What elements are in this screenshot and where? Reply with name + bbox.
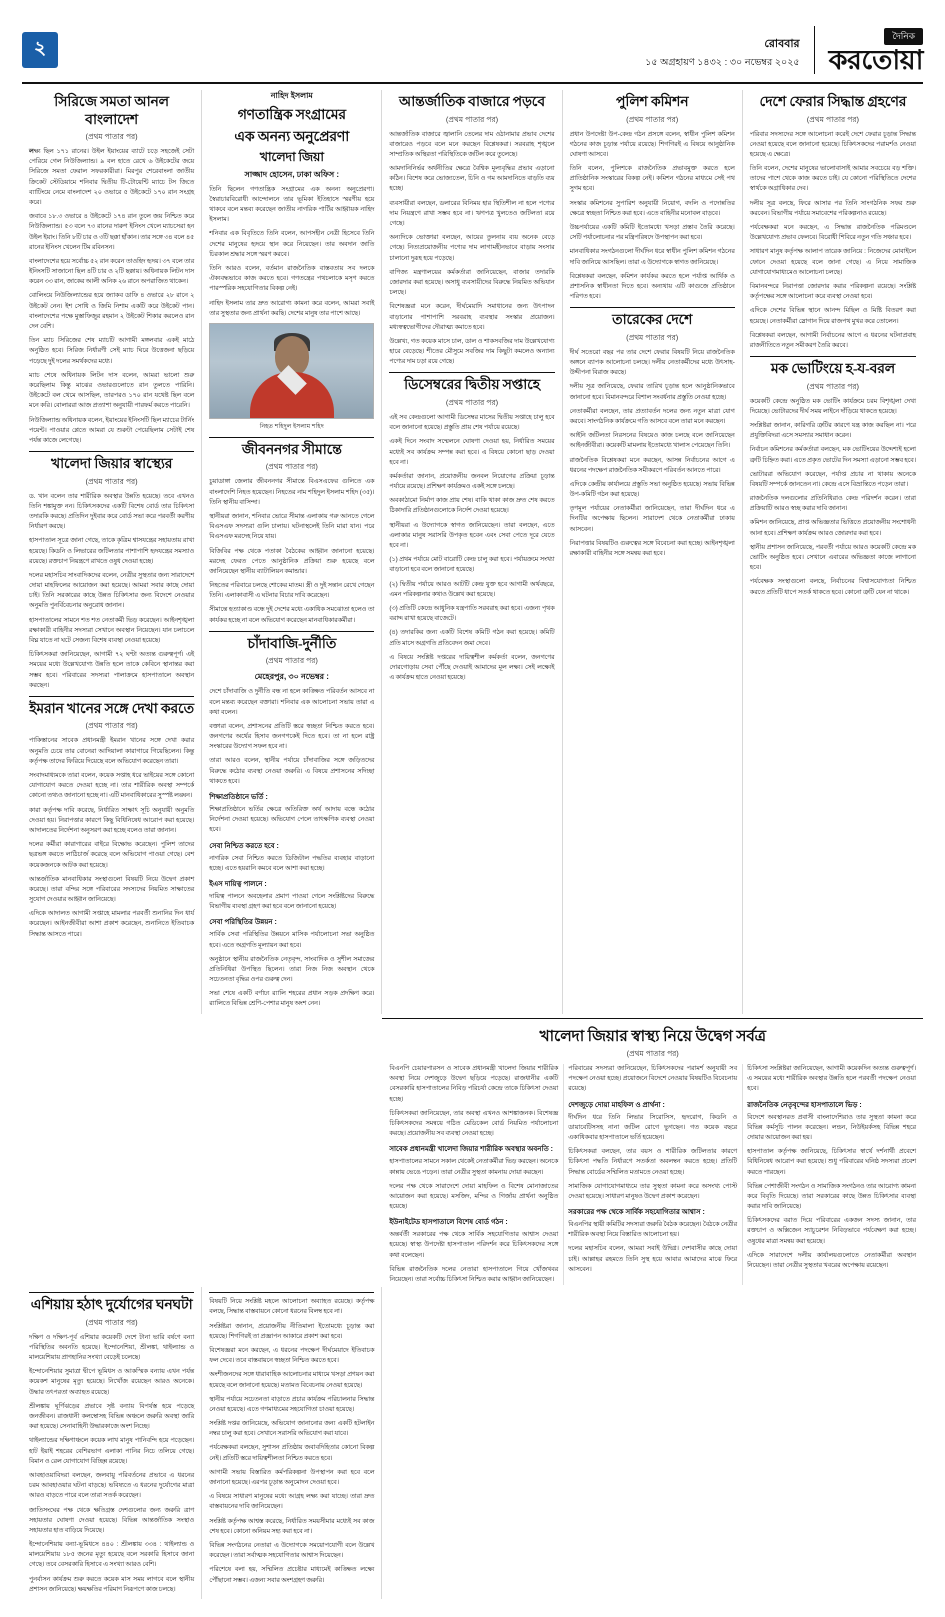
article-paragraph: সংবাদমাধ্যমকে তারা বলেন, কয়েক সপ্তাহ ধরে ভাইয়ের সঙ্গে কোনো যোগাযোগ করতে দেওয়া হচ্ছে না। তার শারীরিক অবস্থা সম্পর্কে কোনো তথ্যও জানানো হচ্ছে না। এটি মানবাধিকারের সুস্পষ্ট লঙ্ঘন। [29,772,195,800]
bottom-spread [22,1018,923,1286]
article-paragraph: স্থানীয়রা জানান, শনিবার ভোরে সীমান্ত এলাকায় গরু আনতে গেলে বিএসএফ সদস্যরা গুলি চালায়। ঘটনাস্থলেই তিনি মারা যান। পরে বিএসএফ মরদেহ নিয়ে যায়। [209,512,375,541]
asia-disaster-spread [22,1287,923,1599]
article-paragraph: তিনি আরও বলেন, বর্তমান রাজনৈতিক বাস্তবতায় সব দলকে ঐক্যবদ্ধভাবে কাজ করতে হবে। গণতন্ত্রের পথচলাকে মসৃণ করতে পারস্পরিক সহযোগিতার বিকল্প নেই। [209,264,375,293]
column-5 [743,90,923,1014]
article-paragraph: পরিশেষে বলা হয়, সম্মিলিত প্রচেষ্টার মাধ্যমেই কাঙ্ক্ষিত লক্ষ্যে পৌঁছানো সম্ভব। এজন্য সবার অংশগ্রহণ জরুরি। [209,1566,375,1584]
article-paragraph: দলীয় সূত্র বলছে, ফিরে আসার পর তিনি সাংগঠনিক সফর শুরু করবেন। বিভাগীয় পর্যায়ে সমাবেশের পরিকল্পনাও রয়েছে। [749,199,916,217]
section-divider [389,372,554,373]
article-paragraph: পরিবারের সদস্যরা জানিয়েছেন, চিকিৎসকদের পরামর্শ অনুযায়ী সব পদক্ষেপ নেওয়া হচ্ছে। প্রয়োজনে বিদেশে নেওয়ার বিষয়টিও বিবেচনায় রয়েছে। [568,1065,738,1093]
article-paragraph: বিজিবির পক্ষ থেকে পতাকা বৈঠকের আহ্বান জানানো হয়েছে। মরদেহ ফেরত পেতে আনুষ্ঠানিক প্রক্রিয়া শুরু হয়েছে বলে জানিয়েছেন স্থানীয় ব্যাটালিয়ন কমান্ডার। [209,547,375,575]
headline-khaleda-zia: খালেদা জিয়া [259,150,324,164]
article-subhead: সেবা পরিস্থিতির উন্নয়ন : [209,919,277,927]
article-paragraph: অবকাঠামো নির্মাণ কাজ প্রায় শেষ। বাকি থাকা কাজ দ্রুত শেষ করতে ঠিকাদারি প্রতিষ্ঠানগুলোকে নির্দেশ দেওয়া হয়েছে। [389,497,555,515]
article-paragraph: পর্যবেক্ষক সংস্থাগুলো বলছে, নির্বাচনের বিশ্বাসযোগ্যতা নিশ্চিত করতে প্রতিটি ধাপে সতর্ক থাকতে হবে। কোনো ত্রুটি যেন না থাকে। [749,578,916,596]
article-paragraph: সার্বিক সেবা পরিস্থিতির উন্নয়নে মাসিক পর্যালোচনা সভা অনুষ্ঠিত হবে। এতে অগ্রগতি মূল্যায়ন করা হবে। [209,931,375,949]
dateline [645,36,799,74]
article-paragraph: দীর্ঘ সতেরো বছর পর তার দেশে ফেরার বিষয়টি নিয়ে রাজনৈতিক অঙ্গনে ব্যাপক আলোচনা চলছে। দলীয় নেতাকর্মীদের মধ্যে উৎসাহ-উদ্দীপনা বিরাজ করছে। [569,348,735,377]
photo-caption: নিহত শহিদুল ইসলাম শহিদ [259,422,324,430]
continued-note: (প্রথম পাতার পর) [265,656,318,666]
article-paragraph: বিভিন্ন পেশাজীবী সংগঠন ও সামাজিক সংগঠনও তার আরোগ্য কামনা করে বিবৃতি দিয়েছে। তারা সরকারের কাছে উন্নত চিকিৎসার ব্যবস্থা করার দাবি জানিয়েছে। [747,1182,916,1211]
article-paragraph: একই দিনে সংবাদ সম্মেলনে ঘোষণা দেওয়া হয়, নির্ধারিত সময়ের মধ্যেই সব কার্যক্রম সম্পন্ন করা হবে। এ বিষয়ে কোনো ছাড় দেওয়া হবে না। [389,438,555,466]
bottom-feature-article [382,1018,923,1286]
article-paragraph: দলের পক্ষ থেকে সারাদেশে দোয়া মাহফিল ও বিশেষ মোনাজাতের আয়োজন করা হয়েছে। মসজিদ, মন্দির ও গির্জায় প্রার্থনা অনুষ্ঠিত হয়েছে। [389,1182,559,1211]
continued-note: (প্রথম পাতার পর) [85,476,138,486]
article-paragraph: বাংলাদেশের হয়ে সর্বোচ্চ ৫২ রান করেন তাওহিদ হৃদয়। ৩৭ বলে তার ইনিংসটি সাজানো ছিল ৪টি চার ও ২টি ছক্কায়। অধিনায়ক লিটন দাস করেন ৩৩ রান, জাকের আলী অনিক ২৬ রানে অপরাজিত থাকেন। [29,257,195,286]
article-paragraph: কমিশন জানিয়েছে, প্রাপ্ত অভিজ্ঞতার ভিত্তিতে প্রয়োজনীয় সংশোধনী আনা হবে। প্রশিক্ষণ কার্যক্রম আরও জোরদার করা হবে। [749,519,916,537]
photo-block [209,323,374,432]
article-paragraph: স্থানীয় পর্যায়ে সচেতনতা বাড়াতে প্রচার কার্যক্রম পরিচালনার সিদ্ধান্ত নেওয়া হয়েছে। এতে গণমাধ্যমের সহযোগিতা চাওয়া হয়েছে। [209,1395,375,1413]
article-paragraph: দলীয় সূত্র জানিয়েছে, ফেরার তারিখ চূড়ান্ত হলে আনুষ্ঠানিকভাবে জানানো হবে। বিমানবন্দরে বিশাল সংবর্ধনার প্রস্তুতি নেওয়া হচ্ছে। [569,383,735,401]
headline-international-market: আন্তর্জাতিক বাজারে পড়বে [399,95,545,110]
continued-note: (প্রথম পাতার পর) [85,721,138,731]
headline-khaleda-concern: খালেদা জিয়ার স্বাস্থ্য নিয়ে উদ্বেগ সর্বত্র [539,1027,766,1045]
column-2 [202,90,382,1014]
article-paragraph: অন্তর্বর্তী সরকারের পক্ষ থেকে সার্বিক সহযোগিতার আশ্বাস দেওয়া হয়েছে। স্বাস্থ্য উপদেষ্টা হাসপাতাল পরিদর্শন করে চিকিৎসকদের সঙ্গে কথা বলেছেন। [389,1231,559,1259]
article-paragraph: ইন্দোনেশিয়ার সুমাত্রা দ্বীপে ভূমিধস ও আকস্মিক বন্যায় এখন পর্যন্ত কয়েকশ মানুষের মৃত্যু হয়েছে। নিখোঁজ রয়েছেন আরও অনেকে। উদ্ধার তৎপরতা অব্যাহত রয়েছে। [29,1368,195,1396]
article-paragraph: উচ্চপর্যায়ের একটি কমিটি ইতোমধ্যে খসড়া প্রস্তাব তৈরি করেছে। সেটি পর্যালোচনার পর মন্ত্রিপরিষদে উপস্থাপন করা হবে। [569,224,735,242]
article-paragraph: ইন্দোনেশিয়ায় বন্যা-ভূমিধসে ৪৪০ : শ্রীলঙ্কায় ৩৩৪ : থাইল্যান্ড ও মালয়েশিয়ায় ১৮৫ জনের মৃত্যু হয়েছে বলে সরকারি হিসাবে জানা গেছে। তবে বেসরকারি হিসাবে এ সংখ্যা আরও বেশি। [29,1541,195,1569]
article-paragraph: হাসপাতালের সামনে সকাল থেকেই নেতাকর্মীরা ভিড় করছেন। অনেকে কান্নায় ভেঙে পড়েন। তারা নেত্রীর সুস্থতা কামনায় দোয়া করছেন। [389,1158,559,1176]
brand-small-label: দৈনিক [884,28,923,45]
article-subhead: ইউনাইটেড হাসপাতালে বিশেষ বোর্ড গঠন : [389,1219,508,1227]
article-paragraph: আগামী সভায় বিস্তারিত কর্মপরিকল্পনা উপস্থাপন করা হবে বলে জানানো হয়েছে। এরপর চূড়ান্ত অনুমোদন দেওয়া হবে। [209,1468,375,1486]
article-paragraph: লক্ষ্য ছিল ১৭১ রানের। উইল ইয়াংয়ের ব্যাটে চড়ে সহজেই সেটা পেরিয়ে গেল নিউজিল্যান্ড। ৯ বল হাতে রেখে ৬ উইকেটের জয়ে সিরিজে সমতা ফেরাল সফরকারীরা। মিরপুর শেরেবাংলা জাতীয় ক্রিকেট স্টেডিয়ামে শনিবার দ্বিতীয় টি-টোয়েন্টি ম্যাচে টস জিতে ব্যাটিংয়ে নেমে বাংলাদেশ ২০ ওভারে ৫ উইকেটে ১৭০ রান সংগ্রহ করে। [29,148,195,206]
article-paragraph: সংশ্লিষ্টরা জানান, প্রয়োজনীয় নীতিমালা ইতোমধ্যে চূড়ান্ত করা হয়েছে। শিগগিরই তা প্রজ্ঞাপন আকারে প্রকাশ করা হবে। [209,1322,375,1340]
article-paragraph: দীর্ঘদিন ধরে তিনি লিভার সিরোসিস, হৃদরোগ, কিডনি ও ডায়াবেটিসসহ নানা জটিল রোগে ভুগছেন। গত কয়েক বছরে একাধিকবার হাসপাতালে ভর্তি হয়েছেন। [568,1113,738,1141]
article-paragraph: চিকিৎসকরা বলছেন, তার বয়স ও শারীরিক জটিলতার কারণে চিকিৎসা পদ্ধতি নির্ধারণে সতর্কতা অবলম্বন করতে হচ্ছে। প্রতিটি সিদ্ধান্ত বোর্ডের সম্মিলিত মতামতে নেওয়া হচ্ছে। [568,1148,738,1176]
article-paragraph: বিদেশে অবস্থানরত প্রবাসী বাংলাদেশিরাও তার সুস্থতা কামনা করে বিভিন্ন কর্মসূচি পালন করেছেন। লন্ডন, নিউইয়র্কসহ বিভিন্ন শহরে দোয়ার আয়োজন করা হয়। [747,1113,916,1141]
section-divider [209,437,374,438]
article-paragraph: পর্যবেক্ষকরা মনে করছেন, এ সিদ্ধান্ত রাজনৈতিক পরিমণ্ডলে উল্লেখযোগ্য প্রভাব ফেলবে। বিরোধী শিবিরে নতুন গতি সঞ্চার হবে। [749,224,916,242]
article-paragraph: পরিবার সদস্যদের সঙ্গে আলোচনা করেই দেশে ফেরার চূড়ান্ত সিদ্ধান্ত নেওয়া হয়েছে বলে জানানো হয়েছে। চিকিৎসকদের পরামর্শও নেওয়া হয়েছে এ ক্ষেত্রে। [749,130,916,158]
article-paragraph: বিএনপি চেয়ারপারসন ও সাবেক প্রধানমন্ত্রী খালেদা জিয়ার শারীরিক অবস্থা নিয়ে দেশজুড়ে উদ্বেগ ছড়িয়ে পড়েছে। রাজধানীর একটি বেসরকারি হাসপাতালের নিবিড় পরিচর্যা কেন্দ্রে তাকে চিকিৎসা দেওয়া হচ্ছে। [389,1065,559,1103]
continued-note: (প্রথম পাতার পর) [445,397,499,407]
bottom-article-columns [389,1064,916,1285]
article-paragraph: ব্যবসায়ীরা বলছেন, ডলারের বিনিময় হার স্থিতিশীল না হলে পণ্যের দাম নিয়ন্ত্রণে রাখা সম্ভব হবে না। ঋণপত্র খুলতেও জটিলতা রয়ে গেছে। [389,199,555,227]
headline-democratic-struggle: গণতান্ত্রিক সংগ্রামের [237,108,346,123]
headline-tarique-return: তারেকের দেশে [612,313,693,329]
article-paragraph: থাইল্যান্ডের দক্ষিণাঞ্চলে কয়েক লাখ মানুষ পানিবন্দি হয়ে পড়েছেন। হাট ইয়াই শহরের বেশিরভাগ এলাকা পানির নিচে তলিয়ে গেছে। বিমান ও রেল যোগাযোগ বিচ্ছিন্ন রয়েছে। [29,1437,195,1465]
article-paragraph: জবাবে ১৮.৩ ওভারে ৪ উইকেটে ১৭৪ রান তুলে জয় নিশ্চিত করে নিউজিল্যান্ড। ৫৩ বলে ৭৩ রানের দারুণ ইনিংস খেলে ম্যাচসেরা হন উইল ইয়াং। তিনি ৮টি চার ও ৩টি ছক্কা হাঁকান। তার সঙ্গে ৩৪ বলে ৪৫ রানের ইনিংস খেলেন টিম রবিনসন। [29,213,195,251]
article-subhead: সাবেক প্রধানমন্ত্রী খালেদা জিয়ার শারীরিক অবস্থার অবনতি : [389,1146,553,1154]
article-paragraph: হাসপাতাল সূত্রে জানা গেছে, তাকে কৃত্রিম শ্বাসযন্ত্রের সহায়তায় রাখা হয়েছে। কিডনি ও লিভারের জটিলতার পাশাপাশি হৃদযন্ত্রের সমস্যাও রয়েছে। রক্তচাপ নিয়ন্ত্রণে রাখতে ওষুধ দেওয়া হচ্ছে। [29,537,195,565]
article-paragraph: স্থানীয়রা এ উদ্যোগকে স্বাগত জানিয়েছেন। তারা বলছেন, এতে এলাকার মানুষ সরাসরি উপকৃত হবেন এবং সেবা পেতে দূরে যেতে হবে না। [389,521,555,549]
headline-asia-disaster: এশিয়ায় হঠাৎ দুর্যোগের ঘনঘটা [30,1298,193,1314]
article-paragraph: বিএনপির স্থায়ী কমিটির সদস্যরা জরুরি বৈঠক করেছেন। বৈঠকে নেত্রীর শারীরিক অবস্থা নিয়ে বিস্তারিত আলোচনা হয়। [568,1221,738,1239]
article-paragraph: দলের কর্মীরা কারাগারের বাইরে বিক্ষোভ করেছেন। পুলিশ তাদের ছত্রভঙ্গ করতে লাঠিচার্জ করেছে বলে অভিযোগ পাওয়া গেছে। বেশ কয়েকজনকে আটক করা হয়েছে। [29,841,195,869]
article-subhead: সেবা নিশ্চিত করতে হবে : [209,842,279,850]
article-paragraph: বিশেষজ্ঞরা মনে করছেন, এ ধরনের পদক্ষেপ দীর্ঘমেয়াদে ইতিবাচক ফল দেবে। তবে বাস্তবায়নে স্বচ্ছতা নিশ্চিত করতে হবে। [209,1346,375,1365]
article-paragraph: পর্যবেক্ষকরা বলছেন, সুশাসন প্রতিষ্ঠায় জবাবদিহিতার কোনো বিকল্প নেই। প্রতিটি স্তরে দায়িত্বশীলতা নিশ্চিত করতে হবে। [209,1444,375,1462]
continued-note: (প্রথম পাতার পর) [265,462,318,472]
article-paragraph: বিশেষজ্ঞরা মনে করেন, দীর্ঘমেয়াদি সমাধানের জন্য উৎপাদন বাড়ানোর পাশাপাশি সরবরাহ ব্যবস্থার সংস্কার প্রয়োজন। মধ্যস্বত্বভোগীদের দৌরাত্ম্য কমাতে হবে। [389,303,555,331]
date-label: ১৫ অগ্রহায়ণ ১৪৩২ : ৩০ নভেম্বর ২০২৫ [645,56,800,68]
continued-note: (প্রথম পাতার পর) [445,114,499,124]
article-paragraph: তৃণমূল পর্যায়ের নেতাকর্মীরা জানিয়েছেন, তারা দীর্ঘদিন ধরে এ দিনটির অপেক্ষায় ছিলেন। সারাদেশ থেকে নেতাকর্মীরা ঢাকায় আসবেন। [569,505,735,533]
article-paragraph: বিশ্লেষকরা বলছেন, আগামী নির্বাচনের আগে এ ধরনের ঘটনাপ্রবাহ রাজনীতিতে নতুন সমীকরণ তৈরি করবে। [749,331,916,349]
column-3 [382,90,562,1014]
article-paragraph: এদিকে কেন্দ্রীয় কার্যালয়ে প্রস্তুতি সভা অনুষ্ঠিত হয়েছে। সভায় বিভিন্ন উপ-কমিটি গঠন করা হয়েছে। [569,480,735,499]
article-paragraph: সামাজিক যোগাযোগমাধ্যমে তার সুস্থতা কামনা করে অসংখ্য পোস্ট দেওয়া হয়েছে। সাধারণ মানুষও উদ্বেগ প্রকাশ করেছেন। [568,1182,738,1200]
article-paragraph: উল্লেখ্য, গত কয়েক মাসে চাল, ডাল ও শাকসবজির দাম উল্লেখযোগ্য হারে বেড়েছে। শীতের মৌসুমে সবজির দাম কিছুটা কমলেও অন্যান্য পণ্যের দাম চড়া রয়ে গেছে। [389,337,555,366]
article-paragraph: আবহাওয়াবিদরা বলছেন, জলবায়ু পরিবর্তনের প্রভাবে এ ধরনের চরম আবহাওয়ার ঘটনা বাড়ছে। ভবিষ্যতে এ ধরনের দুর্যোগের মাত্রা আরও বাড়তে পারে বলে তারা সতর্ক করেছেন। [29,1471,195,1500]
article-subhead: দেশজুড়ে দোয়া মাহফিল ও প্রার্থনা : [568,1101,665,1109]
headline-police-commission: পুলিশ কমিশন [616,95,689,110]
article-subhead: রাজনৈতিক নেতৃবৃন্দের হাসপাতালে ভিড় : [747,1101,862,1109]
headline-somota-anlo: সিরিজে সমতা আনল বাংলাদেশ [54,95,169,128]
asia-disaster-column [22,1287,202,1599]
article-paragraph: বিভিন্ন সংগঠনের নেতারা এ উদ্যোগকে সময়োপযোগী বলে উল্লেখ করেছেন। তারা সর্বাত্মক সহযোগিতার আশ্বাস দিয়েছেন। [209,1541,375,1560]
article-paragraph: (৩) প্রতিটি কেন্দ্রে আধুনিক যন্ত্রপাতি সরবরাহ করা হবে। এজন্য পৃথক বরাদ্দ রাখা হয়েছে বাজেটে। [389,604,555,623]
article-paragraph: নেতাকর্মীরা বলছেন, তার প্রত্যাবর্তন দলের জন্য নতুন মাত্রা যোগ করবে। সাংগঠনিক কার্যক্রমে গতি আসবে বলে তারা মনে করছেন। [569,407,735,425]
article-paragraph: দলের মহাসচিব বলেন, আমরা সবাই উদ্বিগ্ন। দেশবাসীর কাছে দোয়া চাই। আল্লাহর রহমতে তিনি সুস্থ হয়ে আবার আমাদের মাঝে ফিরে আসবেন। [568,1245,738,1273]
section-divider [750,356,916,357]
section-divider [29,1292,194,1293]
continued-note: (প্রথম পাতার পর) [626,1049,679,1058]
article-paragraph: আন্তর্জাতিক মানবাধিকার সংস্থাগুলো বিষয়টি নিয়ে উদ্বেগ প্রকাশ করেছে। তারা বন্দির সঙ্গে পরিবারের সদস্যদের নিয়মিত সাক্ষাতের সুযোগ দেওয়ার আহ্বান জানিয়েছে। [29,875,195,904]
article-paragraph: সংশ্লিষ্টরা জানান, কারিগরি ত্রুটির কারণে যন্ত্র কাজ করছিল না। পরে প্রযুক্তিবিদরা এসে সমস্যার সমাধান করেন। [749,421,916,440]
article-paragraph: তিনি বলেন, পুলিশকে রাজনৈতিক প্রভাবমুক্ত করতে হলে প্রাতিষ্ঠানিক সংস্কারের বিকল্প নেই। কমিশন গঠনের মাধ্যমে সেই পথ সুগম হবে। [569,165,735,193]
article-paragraph: নিরাপত্তার বিষয়টিও গুরুত্বের সঙ্গে বিবেচনা করা হচ্ছে। আইনশৃঙ্খলা রক্ষাকারী বাহিনীর সঙ্গে সমন্বয় করা হবে। [569,539,735,557]
article-paragraph: বিষয়টি নিয়ে সংশ্লিষ্ট মহলে আলোচনা অব্যাহত রয়েছে। কর্তৃপক্ষ বলছে, সিদ্ধান্ত বাস্তবায়নে কোনো ধরনের বিলম্ব হবে না। [209,1298,375,1316]
headline-democratic-struggle-2: এক অনন্য অনুপ্রেরণা [234,129,350,145]
article-paragraph: জাতিসংঘের পক্ষ থেকে ক্ষতিগ্রস্ত দেশগুলোর জন্য জরুরি ত্রাণ সহায়তার ঘোষণা দেওয়া হয়েছে। বিভিন্ন আন্তর্জাতিক সংস্থাও সহায়তার হাত বাড়িয়ে দিয়েছে। [29,1506,195,1534]
article-paragraph: বিমানবন্দরে নিরাপত্তা জোরদার করার পরিকল্পনা রয়েছে। সংশ্লিষ্ট কর্তৃপক্ষের সঙ্গে আলোচনা করে ব্যবস্থা নেওয়া হবে। [749,282,916,301]
brand-title: করতোয়া [828,45,923,75]
page-number-badge: ২ [22,32,58,68]
article-paragraph: অন্যদিকে ভোক্তারা বলছেন, আয়ের তুলনায় ব্যয় অনেক বেড়ে গেছে। নিত্যপ্রয়োজনীয় পণ্যের দাম লাগামহীনভাবে বাড়ায় সংসার চালানো দুরূহ হয়ে পড়েছে। [389,234,555,262]
article-paragraph: আমদানিনির্ভর অর্থনীতির ক্ষেত্রে বৈশ্বিক মূল্যবৃদ্ধির প্রভাব এড়ানো কঠিন। বিশেষ করে ভোজ্যতেল, চিনি ও গম আমদানিতে বাড়তি ব্যয় হচ্ছে। [389,165,555,193]
masthead-right [645,26,923,74]
article-paragraph: দেশে চাঁদাবাজি ও দুর্নীতি বন্ধ না হলে কাঙ্ক্ষিত পরিবর্তন আসবে না বলে মন্তব্য করেছেন বক্তারা। শনিবার এক আলোচনা সভায় তারা এ কথা বলেন। [209,688,375,716]
section-divider [209,1292,374,1293]
section-divider [29,696,194,697]
headline-chandabaji: চাঁদাবাজি-দুর্নীতি [247,636,337,652]
article-paragraph: শিক্ষাপ্রতিষ্ঠানে ভর্তির ক্ষেত্রে অতিরিক্ত অর্থ আদায় বন্ধে কঠোর নির্দেশনা দেওয়া হয়েছে। অভিযোগ পেলে তাৎক্ষণিক ব্যবস্থা নেওয়া হবে। [209,806,375,834]
article-paragraph: রাজনৈতিক দলগুলোর প্রতিনিধিরাও কেন্দ্র পরিদর্শন করেন। তারা প্রক্রিয়াটি আরও স্বচ্ছ করার দাবি জানান। [749,495,916,513]
continued-note: (প্রথম পাতার পর) [85,1317,138,1327]
article-paragraph: কারা কর্তৃপক্ষ দাবি করেছে, নির্ধারিত সাক্ষাৎ সূচি অনুযায়ী অনুমতি দেওয়া হয়। নিরাপত্তার কারণে কিছু বিধিনিষেধ আরোপ করা হয়েছে। আদালতের নির্দেশনা অনুসরণ করা হচ্ছে বলেও তারা জানান। [29,806,195,834]
article-paragraph: বক্তারা বলেন, প্রশাসনের প্রতিটি স্তরে স্বচ্ছতা নিশ্চিত করতে হবে। জনগণের অর্থের হিসাব জনগণকেই দিতে হবে। তা না হলে রাষ্ট্র সংস্কারের উদ্যোগ সফল হবে না। [209,722,375,751]
bottom-left-spacer [22,1018,382,1286]
article-paragraph: আন্তর্জাতিক বাজারে জ্বালানি তেলের দাম ওঠানামার প্রভাব দেশের বাজারেও পড়বে বলে মনে করছেন বিশ্লেষকরা। সরবরাহ শৃঙ্খলে সাম্প্রতিক অস্থিরতা পরিস্থিতিকে জটিল করে তুলেছে। [389,130,555,158]
article-paragraph: এদিকে আদালত আগামী সপ্তাহে মামলার পরবর্তী শুনানির দিন ধার্য করেছেন। আইনজীবীরা আশা প্রকাশ করেছেন, শুনানিতে ইতিবাচক সিদ্ধান্ত আসতে পারে। [29,910,195,938]
article-paragraph: (২) দ্বিতীয় পর্যায়ে আরও আটটি কেন্দ্র যুক্ত হবে আগামী অর্থবছরে, এমন পরিকল্পনার কথাও উল্লেখ করা হয়েছে। [389,580,555,598]
article-paragraph: শনিবার এক বিবৃতিতে তিনি বলেন, আপসহীন নেত্রী হিসেবে তিনি দেশের মানুষের হৃদয়ে স্থান করে নিয়েছেন। তার অবদান জাতি চিরকাল শ্রদ্ধার সঙ্গে স্মরণ করবে। [209,230,375,258]
article-paragraph: মানবাধিকার সংগঠনগুলো দীর্ঘদিন ধরে স্বাধীন পুলিশ কমিশন গঠনের দাবি জানিয়ে আসছিল। তারা এ উদ্যোগকে স্বাগত জানিয়েছে। [569,248,735,266]
article-paragraph: বিশ্লেষকরা বলছেন, কমিশন কার্যকর করতে হলে পর্যাপ্ত আর্থিক ও প্রশাসনিক স্বাধীনতা দিতে হবে। অন্যথায় এটি কাগুজে প্রতিষ্ঠানে পরিণত হবে। [569,272,735,301]
continued-note: (প্রথম পাতার পর) [626,114,679,124]
article-paragraph: তিনি ছিলেন গণতান্ত্রিক সংগ্রামের এক অনন্য অনুপ্রেরণা। স্বৈরাচারবিরোধী আন্দোলনে তার ভূমিকা ইতিহাসে স্মরণীয় হয়ে থাকবে বলে মন্তব্য করেছেন জাতীয় নাগরিক পার্টির আহ্বায়ক নাহিদ ইসলাম। [209,185,375,224]
author-name: নাহিদ ইসলাম [270,91,313,100]
article-paragraph: নাগরিক সেবা নিশ্চিত করতে ডিজিটাল পদ্ধতির ব্যবহার বাড়ানো হচ্ছে। এতে হয়রানি কমবে বলে আশা করা হচ্ছে। [209,854,375,872]
article-paragraph: হাসপাতাল কর্তৃপক্ষ জানিয়েছে, চিকিৎসার স্বার্থে দর্শনার্থী প্রবেশে বিধিনিষেধ আরোপ করা হয়েছে। শুধু পরিবারের ঘনিষ্ঠ সদস্যরা প্রবেশ করতে পারছেন। [747,1148,916,1176]
brand-logo [814,26,923,74]
article-paragraph: প্রধান উপদেষ্টা উপ-কেন্দ্র গঠন প্রসঙ্গে বলেন, স্বাধীন পুলিশ কমিশন গঠনের কাজ চূড়ান্ত পর্যায়ে রয়েছে। শিগগিরই এ বিষয়ে আনুষ্ঠানিক ঘোষণা আসবে। [569,130,735,158]
article-paragraph: তিন ম্যাচ সিরিজের শেষ ম্যাচটি আগামী মঙ্গলবার একই মাঠে অনুষ্ঠিত হবে। সিরিজ নির্ধারণী সেই ম্যাচ ঘিরে উত্তেজনা ছড়িয়ে পড়েছে দুই দলের সমর্থকদের মধ্যে। [29,337,195,365]
dateline-byline: মেহেরপুর, ৩০ নভেম্বর : [254,672,329,682]
article-paragraph: পাকিস্তানের সাবেক প্রধানমন্ত্রী ইমরান খানের সঙ্গে দেখা করার অনুমতি চেয়ে তার বোনেরা আদিয়ালা কারাগারে গিয়েছিলেন। কিন্তু কর্তৃপক্ষ তাদের ফিরিয়ে দিয়েছে বলে অভিযোগ করেছেন তারা। [29,737,195,765]
article-paragraph: দায়িত্ব পালনে অবহেলার প্রমাণ পাওয়া গেলে সংশ্লিষ্টদের বিরুদ্ধে বিভাগীয় ব্যবস্থা গ্রহণ করা হবে বলে জানানো হয়েছে। [209,892,375,911]
article-paragraph: নিহতের পরিবারে চলছে শোকের মাতম। স্ত্রী ও দুই সন্তান রেখে গেছেন তিনি। এলাকাবাসী এ ঘটনার বিচার দাবি করেছেন। [209,582,375,600]
article-paragraph: সভা শেষে একটি বর্ণাঢ্য র‍্যালি শহরের প্রধান সড়ক প্রদক্ষিণ করে। র‍্যালিতে বিভিন্ন শ্রেণি-পেশার মানুষ অংশ নেন। [209,990,375,1008]
article-paragraph: পুনর্বাসন কার্যক্রম শুরু করতে কয়েক মাস সময় লাগবে বলে স্থানীয় প্রশাসন জানিয়েছে। ক্ষয়ক্ষতির পরিমাণ নিরূপণে কাজ চলছে। [29,1575,195,1593]
article-paragraph: হাসপাতালের সামনে শত শত নেতাকর্মী ভিড় করেছেন। আইনশৃঙ্খলা রক্ষাকারী বাহিনীর সদস্যরা সেখানে অবস্থান নিয়েছেন। যান চলাচলে বিঘ্ন যাতে না ঘটে সেজন্য বিশেষ ব্যবস্থা নেওয়া হয়েছে। [29,616,195,644]
article-paragraph: রাজনৈতিক বিশ্লেষকরা মনে করছেন, আসন্ন নির্বাচনের আগে এ ধরনের পদক্ষেপ রাজনৈতিক সমীকরণে পরিবর্তন আনতে পারে। [569,456,735,474]
article-paragraph: ভোটাররা অভিযোগ করেছেন, পর্যাপ্ত প্রচার না থাকায় অনেকে বিষয়টি সম্পর্কে জানতেন না। কেন্দ্রে এসে বিভ্রান্তিতে পড়েন তারা। [749,470,916,488]
article-paragraph: ম্যাচ শেষে অধিনায়ক লিটন দাস বলেন, আমরা ভালো শুরু করেছিলাম কিন্তু মাঝের ওভারগুলোতে রান তুলতে পারিনি। উইকেটে বল থেমে আসছিল, তারপরও ১৭০ রান যথেষ্ট ছিল বলে মনে করি। বোলাররা আজ প্রত্যাশা অনুযায়ী পারফর্ম করতে পারেনি। [29,371,195,410]
column-1 [22,90,202,1014]
weekday-label: রোববার [764,38,800,51]
article-paragraph: কয়েকটি কেন্দ্রে অনুষ্ঠিত মক ভোটিং কার্যক্রমে চরম বিশৃঙ্খলা দেখা দিয়েছে। ভোটারদের দীর্ঘ সময় লাইনে দাঁড়িয়ে থাকতে হয়েছে। [749,397,916,415]
continued-note: (প্রথম পাতার পর) [626,332,679,342]
article-subhead: শিক্ষাপ্রতিষ্ঠানে ভর্তি : [209,794,268,801]
article-grid [22,90,923,1014]
continued-note: (প্রথম পাতার পর) [806,381,859,391]
article-paragraph: এ বিষয়ে সংশ্লিষ্ট দপ্তরের দায়িত্বশীল কর্মকর্তা বলেন, জনগণের দোরগোড়ায় সেবা পৌঁছে দেওয়াই আমাদের মূল লক্ষ্য। সেই লক্ষ্যেই এ কার্যক্রম হাতে নেওয়া হয়েছে। [389,653,555,682]
article-paragraph: কর্মকর্তারা জানান, প্রয়োজনীয় জনবল নিয়োগের প্রক্রিয়া চূড়ান্ত পর্যায়ে রয়েছে। প্রশিক্ষণ কার্যক্রমও একই সঙ্গে চলছে। [389,472,555,491]
article-paragraph: ড. খান বলেন তার শারীরিক অবস্থার উন্নতি হয়েছে। তবে এখনও তিনি শঙ্কামুক্ত নন। চিকিৎসকদের একটি বিশেষ বোর্ড তার চিকিৎসা তদারকি করছে। প্রতিদিন দুইবার করে বোর্ড সভা করে পরবর্তী করণীয় নির্ধারণ করছে। [29,492,195,531]
headline-mock-voting: মক ভোটিংয়ে হ-য-বরল [770,362,895,378]
headline-khaleda-health: খালেদা জিয়ার স্বাস্থ্যের [50,457,173,473]
headline-jibannagar-border: জীবননগর সীমান্তে [241,442,342,458]
continued-note: (প্রথম পাতার পর) [85,132,138,141]
article-paragraph: চিকিৎসকরা জানিয়েছেন, তার অবস্থা এখনও আশঙ্কাজনক। বিশেষজ্ঞ চিকিৎসকদের সমন্বয়ে গঠিত মেডিকেল বোর্ড নিয়মিত পর্যালোচনা করছে। প্রয়োজনীয় সব ব্যবস্থা নেওয়া হচ্ছে। [389,1109,559,1138]
article-paragraph: (১) প্রথম পর্যায়ে মোট বারোটি কেন্দ্র চালু করা হবে। পর্যায়ক্রমে সংখ্যা বাড়ানো হবে বলে জানানো হয়েছে। [389,556,555,574]
article-paragraph: (৪) তদারকির জন্য একটি বিশেষ কমিটি গঠন করা হয়েছে। কমিটি প্রতি মাসে অগ্রগতি প্রতিবেদন জমা দেবে। [389,629,555,647]
article-paragraph: সংশ্লিষ্ট কর্তৃপক্ষ আশ্বস্ত করেছে, নির্ধারিত সময়সীমার মধ্যেই সব কাজ শেষ হবে। কোনো অনিয়ম সহ্য করা হবে না। [209,1517,375,1535]
portrait-photo [209,323,374,419]
article-paragraph: চিকিৎসকরা জানিয়েছেন, আগামী ৭২ ঘণ্টা অত্যন্ত গুরুত্বপূর্ণ। এই সময়ের মধ্যে উল্লেখযোগ্য উন্নতি হলে তাকে কেবিনে স্থানান্তর করা সম্ভব হবে। পরিবারের সদস্যরা পালাক্রমে হাসপাতালে অবস্থান করছেন। [29,651,195,689]
article-paragraph: সীমান্তে হত্যাকাণ্ড বন্ধে দুই দেশের মধ্যে একাধিক সমঝোতা হলেও তা কার্যকর হচ্ছে না বলে অভিযোগ করেছেন মানবাধিকারকর্মীরা। [209,606,375,624]
article-paragraph: বাণিজ্য মন্ত্রণালয়ের কর্মকর্তারা জানিয়েছেন, বাজার তদারকি জোরদার করা হয়েছে। অসাধু ব্যবসায়ীদের বিরুদ্ধে নিয়মিত অভিযান চলছে। [389,268,555,297]
article-paragraph: বিভিন্ন রাজনৈতিক দলের নেতারা হাসপাতালে গিয়ে খোঁজখবর নিয়েছেন। তারা সর্বোচ্চ চিকিৎসা নিশ্চিত করার আহ্বান জানিয়েছেন। [389,1265,559,1283]
article-paragraph: বোলিংয়ে নিউজিল্যান্ডের হয়ে জ্যাকব ডাফি ৪ ওভারে ২৮ রানে ২ উইকেট নেন। ইশ সোধি ও জিমি নিশাম একটি করে উইকেট পান। বাংলাদেশের পক্ষে মুস্তাফিজুর রহমান ২ উইকেট শিকার করলেও রান দেন বেশি। [29,292,195,330]
article-paragraph: তারা আরও বলেন, স্থানীয় পর্যায়ে চাঁদাবাজির সঙ্গে জড়িতদের বিরুদ্ধে কঠোর ব্যবস্থা নেওয়া জরুরি। এ বিষয়ে প্রশাসনের সদিচ্ছা থাকতে হবে। [209,757,375,785]
article-subhead: সরকারের পক্ষ থেকে সার্বিক সহযোগিতার আশ্বাস : [568,1209,705,1217]
article-paragraph: সংস্কার কমিশনের সুপারিশ অনুযায়ী নিয়োগ, বদলি ও পদোন্নতির ক্ষেত্রে স্বচ্ছতা নিশ্চিত করা হবে। এতে বাহিনীর মনোবল বাড়বে। [569,199,735,217]
article-paragraph: এ বিষয়ে সাধারণ মানুষের মধ্যে আগ্রহ লক্ষ্য করা যাচ্ছে। তারা দ্রুত বাস্তবায়নের দাবি জানিয়েছেন। [209,1493,375,1511]
article-paragraph: সাধারণ মানুষ কর্তৃপক্ষ আলাপ তারেক জানিয়ে : নিজেদের মোবাইলে ফোনে দেওয়া হয়েছে বলে জানা গেছে। এ নিয়ে সামাজিক যোগাযোগমাধ্যমেও আলোচনা চলছে। [749,248,916,276]
article-paragraph: শ্রীলঙ্কায় ঘূর্ণিঝড়ের প্রভাবে সৃষ্ট বন্যায় বিপর্যস্ত হয়ে পড়েছে জনজীবন। রাজধানী কলম্বোসহ বিভিন্ন অঞ্চলে জরুরি অবস্থা জারি করা হয়েছে। সেনাবাহিনী উদ্ধারকাজে অংশ নিচ্ছে। [29,1402,195,1431]
article-paragraph: নিউজিল্যান্ড অধিনায়ক বলেন, ইয়াংয়ের ইনিংসটি ছিল ম্যাচের টার্নিং পয়েন্ট। পাওয়ার প্লেতে আমরা যে শুরুটা পেয়েছিলাম সেটাই শেষ পর্যন্ত কাজে লেগেছে। [29,416,195,444]
section-divider [29,451,194,452]
headline-december-second-week: ডিসেম্বরের দ্বিতীয় সপ্তাহে [404,378,540,394]
article-subhead: ইএস দায়িত্ব পালনে : [209,880,267,888]
continued-note: (প্রথম পাতার পর) [806,114,859,124]
asia-disaster-column-2 [202,1287,382,1599]
asia-disaster-spacer [382,1287,923,1599]
section-divider [570,307,735,308]
masthead [22,26,923,84]
article-paragraph: চুয়াডাঙ্গা জেলার জীবননগর সীমান্তে বিএসএফের গুলিতে এক বাংলাদেশি নিহত হয়েছেন। নিহতের নাম শহিদুল ইসলাম শহিদ (৩৫)। তিনি স্থানীয় বাসিন্দা। [209,478,375,506]
section-divider [209,631,374,632]
article-paragraph: স্থানীয় প্রশাসন জানিয়েছে, পরবর্তী পর্যায়ে আরও কয়েকটি কেন্দ্রে মক ভোটিং অনুষ্ঠিত হবে। সেখানে এবারের অভিজ্ঞতা কাজে লাগানো হবে। [749,543,916,572]
article-paragraph: এদিকে সারাদেশে দলীয় কার্যালয়গুলোতে নেতাকর্মীরা অবস্থান নিয়েছেন। তারা নেত্রীর সুস্থতার খবরের অপেক্ষায় রয়েছেন। [747,1251,916,1269]
headline-imran-khan: ইমরান খানের সঙ্গে দেখা করতে [29,701,194,717]
article-paragraph: চিকিৎসা সংশ্লিষ্টরা জানিয়েছেন, আগামী কয়েকদিন অত্যন্ত গুরুত্বপূর্ণ। এ সময়ের মধ্যে শারীরিক অবস্থার উন্নতি হলে পরবর্তী পদক্ষেপ নেওয়া হবে। [747,1065,916,1093]
article-paragraph: আইনি জটিলতা নিরসনের বিষয়েও কাজ চলছে বলে জানিয়েছেন আইনজীবীরা। কয়েকটি মামলায় ইতোমধ্যে খালাস পেয়েছেন তিনি। [569,432,735,450]
article-paragraph: এই সব কেন্দ্রগুলো আগামী ডিসেম্বর মাসের দ্বিতীয় সপ্তাহে চালু হবে বলে জানানো হয়েছে। প্রস্তুতি প্রায় শেষ পর্যায়ে রয়েছে। [389,413,555,432]
article-paragraph: দক্ষিণ ও দক্ষিণ-পূর্ব এশিয়ার কয়েকটি দেশে টানা ভারি বর্ষণে বন্যা পরিস্থিতির অবনতি হয়েছে। ইন্দোনেশিয়া, শ্রীলঙ্কা, থাইল্যান্ড ও মালয়েশিয়ায় প্রাণহানির সংখ্যা বেড়েই চলেছে। [29,1333,195,1362]
article-paragraph: অংশীজনদের সঙ্গে ধারাবাহিক আলোচনার মাধ্যমে খসড়া প্রণয়ন করা হয়েছে বলে জানানো হয়েছে। মতামত বিবেচনায় নেওয়া হয়েছে। [209,1371,375,1389]
article-paragraph: তিনি বলেন, দেশের মানুষের ভালোবাসাই আমার সবচেয়ে বড় শক্তি। তাদের পাশে থেকে কাজ করতে চাই। যে কোনো পরিস্থিতিতে দেশের স্বার্থকে অগ্রাধিকার দেব। [749,165,916,193]
article-paragraph: সংশ্লিষ্ট দপ্তর জানিয়েছে, অভিযোগ জানানোর জন্য একটি হটলাইন নম্বর চালু করা হবে। সেখানে সরাসরি অভিযোগ করা যাবে। [209,1420,375,1438]
article-paragraph: চিকিৎসকদের বরাত দিয়ে পরিবারের একজন সদস্য জানান, তার রক্তচাপ ও অক্সিজেন স্যাচুরেশন নিবিড়ভাবে পর্যবেক্ষণ করা হচ্ছে। ওষুধের মাত্রা সমন্বয় করা হয়েছে। [747,1217,916,1245]
column-4 [563,90,743,1014]
article-paragraph: দলের মহাসচিব সাংবাদিকদের বলেন, নেত্রীর সুস্থতার জন্য সারাদেশে দোয়া মাহফিলের আয়োজন করা হয়েছে। আমরা সবার কাছে দোয়া চাই। তিনি সরকারের কাছে উন্নত চিকিৎসার জন্য বিদেশে নেওয়ার অনুমতি পুনর্বিবেচনার অনুরোধ জানান। [29,571,195,610]
article-paragraph: নির্বাচন কমিশনের কর্মকর্তারা বলছেন, মক ভোটিংয়ের উদ্দেশ্যই হলো ত্রুটি চিহ্নিত করা। এতে প্রকৃত ভোটের দিন সমস্যা এড়ানো সম্ভব হবে। [749,446,916,464]
article-paragraph: নাহিদ ইসলাম তার দ্রুত আরোগ্য কামনা করে বলেন, আমরা সবাই তার সুস্থতার জন্য প্রার্থনা করছি। দেশের মানুষ তার পাশে আছে। [209,299,375,317]
headline-return-decision: দেশে ফেরার সিদ্ধান্ত গ্রহণের [759,95,907,110]
article-paragraph: অনুষ্ঠানে স্থানীয় রাজনৈতিক নেতৃবৃন্দ, সাংবাদিক ও সুশীল সমাজের প্রতিনিধিরা উপস্থিত ছিলেন। তারা নিজ নিজ অবস্থান থেকে সচেতনতা বৃদ্ধির ওপর গুরুত্ব দেন। [209,955,375,984]
article-paragraph: এদিকে দেশের বিভিন্ন স্থানে আনন্দ মিছিল ও মিষ্টি বিতরণ করা হয়েছে। নেতাকর্মীরা স্লোগান দিয়ে রাজপথ মুখর করে তোলেন। [749,307,916,325]
reporter-byline: সাজ্জাদ হোসেন, ঢাকা অফিস : [244,169,340,179]
